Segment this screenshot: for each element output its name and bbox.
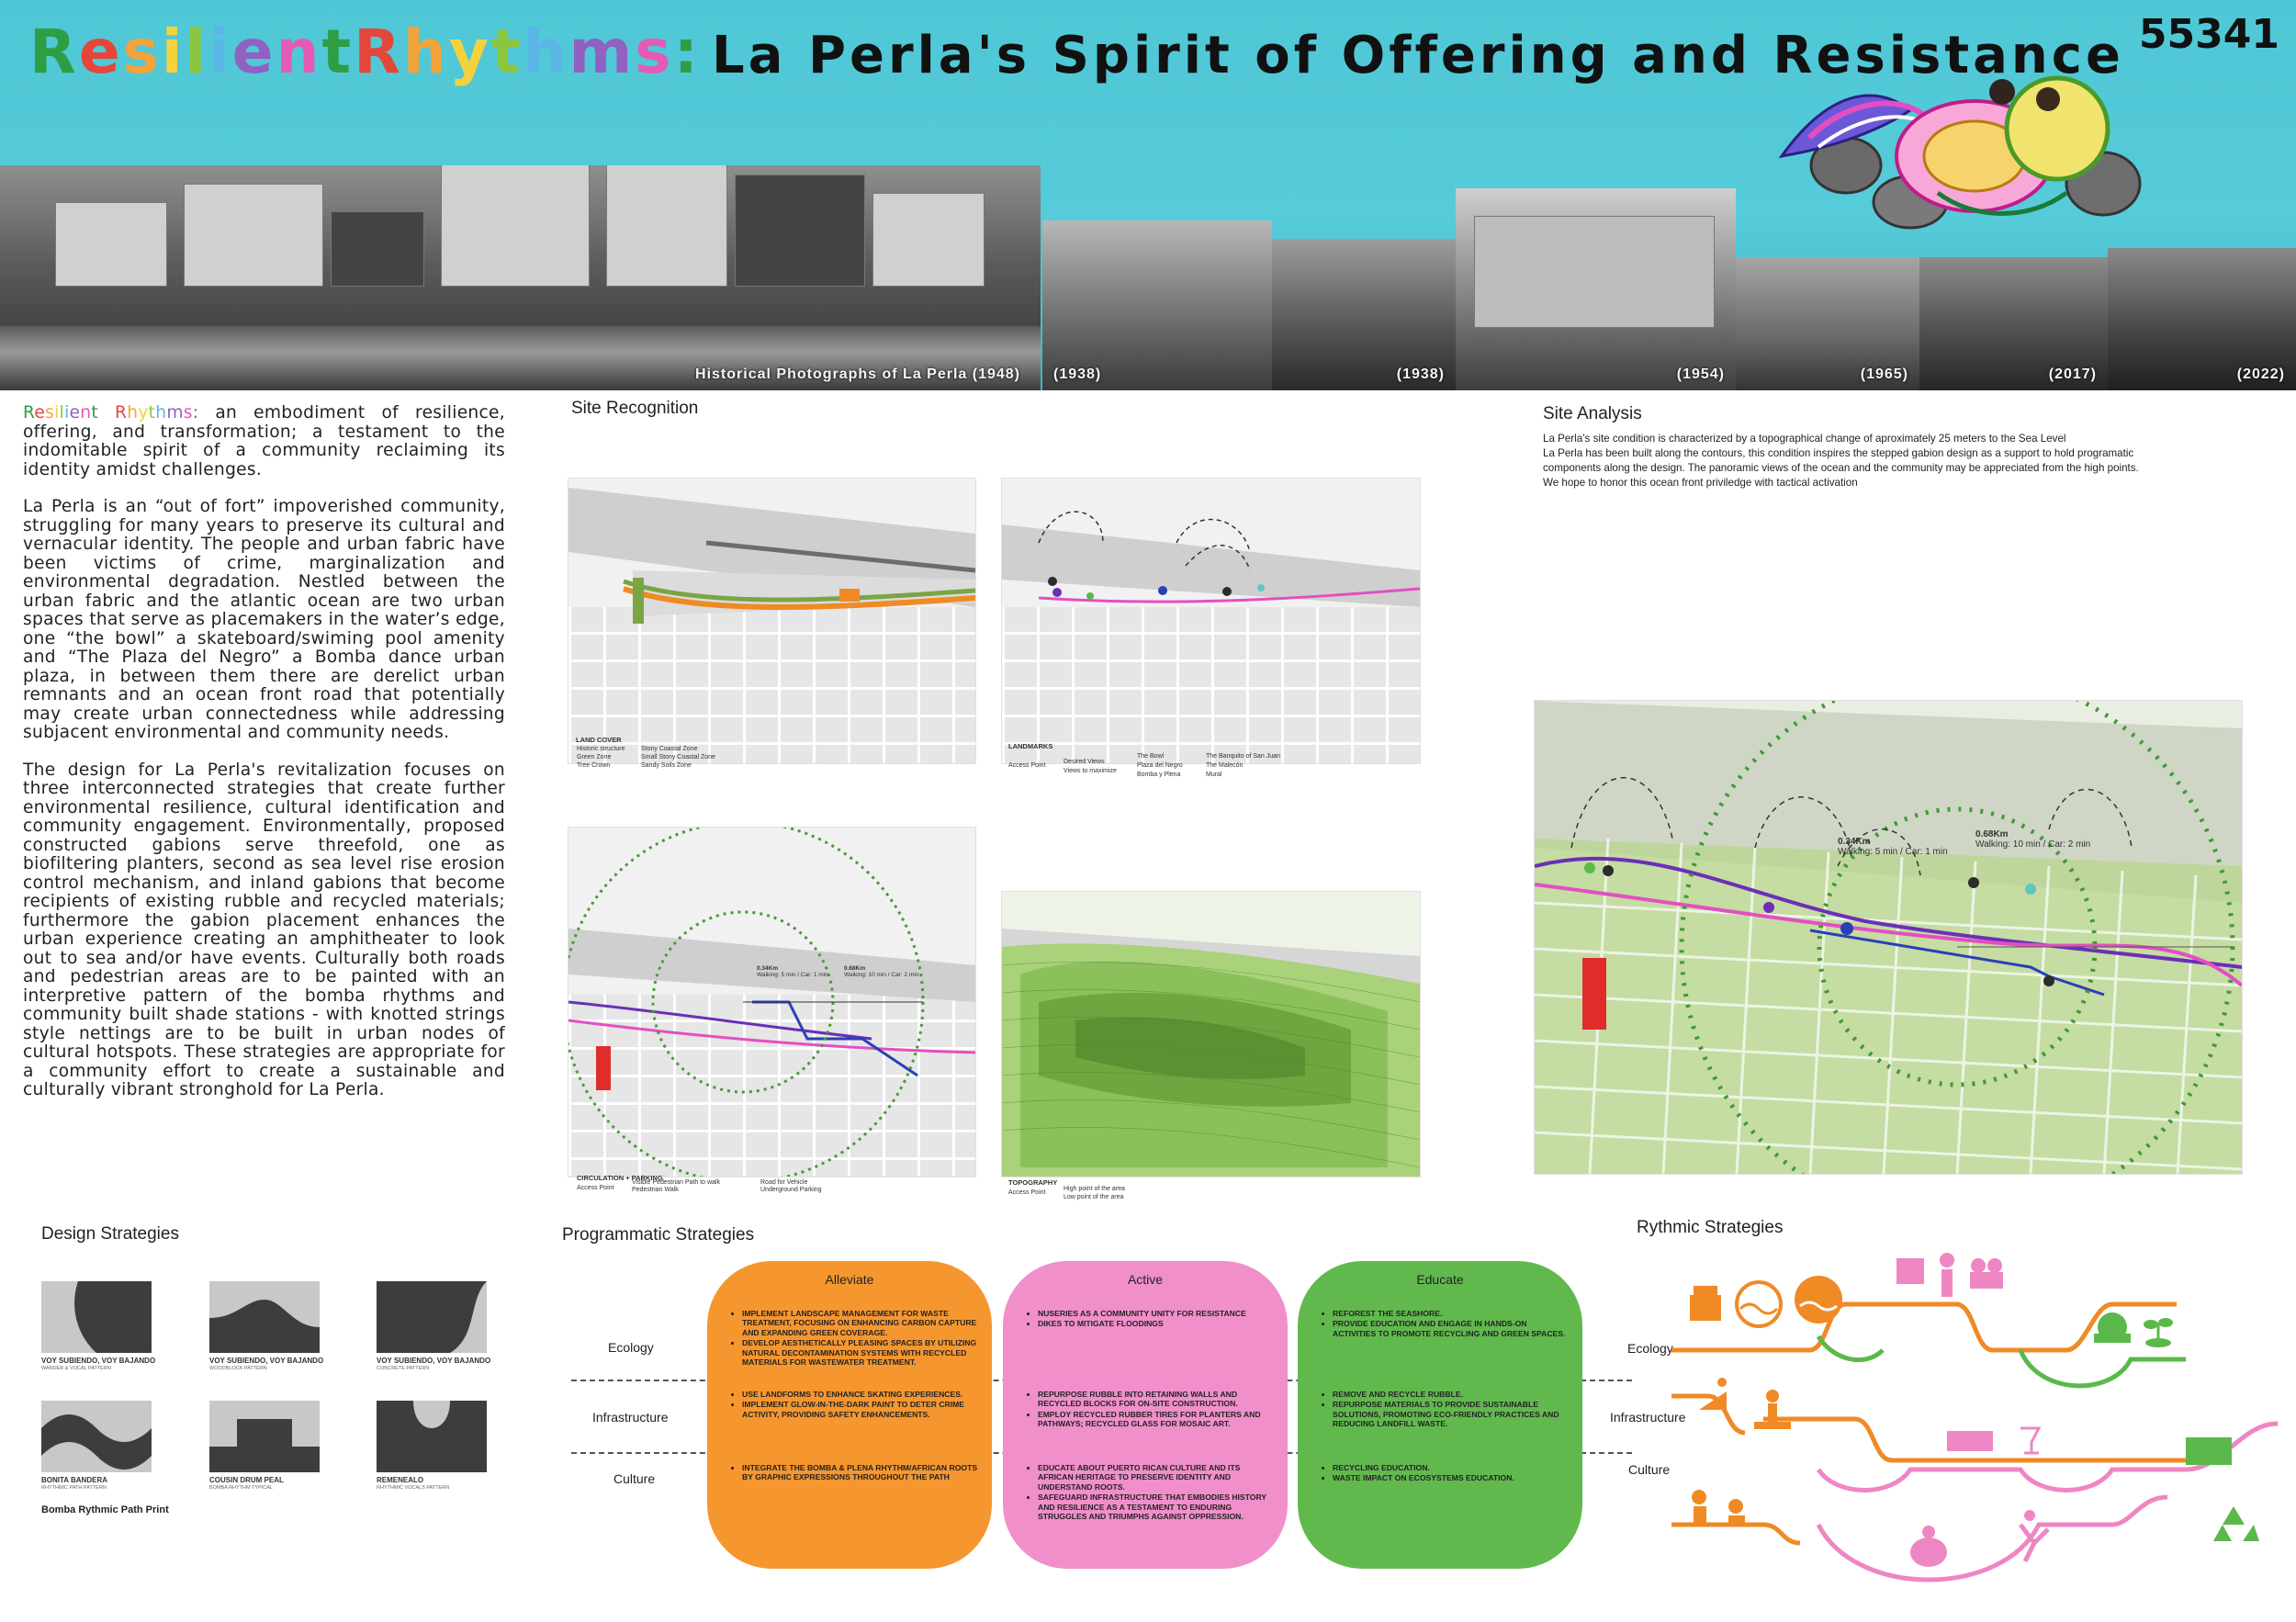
design-pattern-sublabel: WANDER & VOCAL PATTERN	[41, 1366, 111, 1371]
design-pattern-sublabel: RHYTHMIC PATH PATTERN	[41, 1485, 107, 1491]
design-pattern-label: VOY SUBIENDO, VOY BAJANDO	[377, 1357, 491, 1365]
strategy-list-culture	[1318, 1463, 1571, 1484]
photo-caption-main: Historical Photographs of La Perla (1948)	[695, 366, 1020, 382]
rhythmic-row-ecology: Ecology	[1627, 1341, 1673, 1356]
strategy-pill-educate	[1298, 1261, 1582, 1569]
site-recognition-title: Site Recognition	[571, 399, 699, 418]
design-strategies-title: Design Strategies	[41, 1224, 179, 1244]
sprout-icon	[2144, 1318, 2173, 1347]
walker-icon	[1754, 1390, 1791, 1429]
design-pattern-tile	[209, 1281, 320, 1353]
intro-lead-rainbow: Resilient Rhythms:	[23, 403, 199, 422]
strategy-item: • DEVELOP AESTHETICALLY PLEASING SPACES BY UTILIZING NATURAL DECONTAMINATION SYSTEMS WITH RECYCLED MATERIALS FOR WASTEWATER TREATMENT.	[742, 1338, 981, 1367]
strategy-item: • PROVIDE EDUCATION AND ENGAGE IN HANDS-ON ACTIVITIES TO PROMOTE RECYCLING AND GREEN SPACES.	[1333, 1319, 1571, 1338]
prog-row-label: Infrastructure	[592, 1410, 669, 1425]
map-land-cover	[568, 478, 976, 764]
historical-photo-1965	[1736, 257, 1919, 390]
prog-row-label: Ecology	[608, 1340, 654, 1355]
strategy-item: • EDUCATE ABOUT PUERTO RICAN CULTURE AND ITS AFRICAN HERITAGE TO PRESERVE IDENTITY AND UNDERSTAND ROOTS.	[1038, 1463, 1277, 1492]
tree-canopy-icon	[2094, 1312, 2131, 1343]
design-strategies-caption: Bomba Rythmic Path Print	[41, 1504, 169, 1515]
strategy-item: • REMOVE AND RECYCLE RUBBLE.	[1333, 1390, 1571, 1399]
strategy-item: • EMPLOY RECYCLED RUBBER TIRES FOR PLANTERS AND PATHWAYS; RECYCLED GLASS FOR MOSAIC ART.	[1038, 1410, 1277, 1429]
strategy-item: • WASTE IMPACT ON ECOSYSTEMS EDUCATION.	[1333, 1473, 1571, 1482]
strategy-item: • IMPLEMENT GLOW-IN-THE-DARK PAINT TO DETER CRIME ACTIVITY, PROVIDING SAFETY ENHANCEMENTS.	[742, 1400, 981, 1419]
building-icon	[1690, 1286, 1721, 1321]
strategy-item: • REPURPOSE MATERIALS TO PROVIDE SUSTAINABLE SOLUTIONS, PROMOTING ECO-FRIENDLY PRACTICES AND REDUCING LANDFILL WASTE.	[1333, 1400, 1571, 1428]
design-pattern-label: VOY SUBIENDO, VOY BAJANDO	[209, 1357, 324, 1365]
person-bench-icon	[1896, 1253, 1954, 1297]
design-pattern-label: REMENEALO	[377, 1476, 424, 1484]
design-pattern-label: VOY SUBIENDO, VOY BAJANDO	[41, 1357, 156, 1365]
sea-wave-icon	[1737, 1282, 1781, 1326]
circ-ring1-label: 0.34Km Walking: 5 min / Car: 1 min	[757, 965, 828, 978]
historical-photo-1938-b	[1272, 239, 1456, 390]
design-pattern-sublabel: BOMBA RHYTHM TYPICAL	[209, 1485, 273, 1491]
historical-photo-1938-a	[1042, 220, 1272, 390]
sun-sea-icon	[1795, 1276, 1842, 1324]
photo-caption-1938b: (1938)	[1396, 366, 1445, 382]
design-pattern-sublabel: CONCRETE PATTERN	[377, 1366, 430, 1371]
drummers-icon	[1692, 1490, 1745, 1526]
design-pattern-label: COUSIN DRUM PEAL	[209, 1476, 284, 1484]
strategy-item: • USE LANDFORMS TO ENHANCE SKATING EXPERIENCES.	[742, 1390, 981, 1399]
legend-landmarks: LANDMARKS Access Point Desired Views Views to maximize The Bowl Plaza del Negro Bomba y Plena The Banquito of San Juan The Malecón Mural	[1008, 742, 1280, 778]
intro-paragraph-2: La Perla is an “out of fort” impoverished community, struggling for many years to preserve its cultural and vernacular identity. The people and urban fabric have been victims of crime, marginalization and environmental degradation. Nestled between the urban fabric and the atlantic ocean are two urban spaces that serve as placemakers in the water’s edge, one “the bowl” a skateboard/swiming pool amenity and “The Plaza del Negro” a Bomba dance urban plaza, in between them there are derelict urban remnants and an ocean front road that potentially may create urban connectedness while addressing subjacent environmental and community needs.	[23, 497, 505, 742]
photo-caption-1954: (1954)	[1676, 366, 1725, 382]
strategy-heading: Educate	[1416, 1272, 1464, 1287]
strategy-item: • REPURPOSE RUBBLE INTO RETAINING WALLS AND RECYCLED BLOCKS FOR ON-SITE CONSTRUCTION.	[1038, 1390, 1277, 1409]
rhythmic-row-infrastructure: Infrastructure	[1610, 1410, 1686, 1425]
title-subtitle: La Perla's Spirit of Offering and Resistance	[712, 26, 2124, 85]
legend-circulation: CIRCULATION + PARKING Access Point Visible Pedestrian Path to walk Pedestrian Walk Road for Vehicle Underground Parking	[577, 1174, 822, 1193]
design-pattern-tile	[209, 1401, 320, 1472]
intro-paragraph-1	[23, 404, 505, 479]
historical-photo-1954	[1456, 188, 1736, 390]
legend-land-cover: LAND COVER	[576, 736, 622, 744]
intro-text	[23, 404, 505, 1119]
design-pattern-tile	[41, 1401, 152, 1472]
strategy-list-culture	[727, 1463, 981, 1483]
design-pattern-sublabel: RHYTHMIC VOCALS PATTERN	[377, 1485, 450, 1491]
design-pattern-tile	[41, 1281, 152, 1353]
recycle-icon	[2213, 1506, 2259, 1541]
rhythmic-title: Rythmic Strategies	[1637, 1218, 1784, 1237]
photo-2017	[1919, 257, 2108, 390]
strategy-pill-alleviate	[707, 1261, 992, 1569]
circ-ring2-label: 0.68Km Walking: 10 min / Car: 2 min	[844, 965, 919, 978]
strategy-item: • RECYCLING EDUCATION.	[1333, 1463, 1571, 1472]
title-rainbow: ResilientRhythms:	[29, 17, 701, 87]
design-pattern-sublabel: WOODBLOCK PATTERN	[209, 1366, 267, 1371]
map-topography	[1001, 891, 1421, 1177]
strategy-item: • INTEGRATE THE BOMBA & PLENA RHYTHM/AFRICAN ROOTS BY GRAPHIC EXPRESSIONS THROUGHOUT THE PATH	[742, 1463, 981, 1482]
programmatic-title: Programmatic Strategies	[562, 1225, 755, 1245]
strategy-list-infrastructure	[727, 1390, 981, 1420]
prog-row-label: Culture	[613, 1471, 656, 1486]
site-analysis-text: La Perla’s site condition is characterized by a topographical change of aproximately 25 meters to the Sea Level La Perla has been built along the contours, this condition inspires the stepped gabion design as a support to hold programatic components along the design. The panoramic views of the ocean and the community may be appreciated from the high points. We hope to honor this ocean front priviledge with tactical activation	[1543, 433, 2139, 489]
strategy-pill-active	[1003, 1261, 1288, 1569]
intro-p1-rest: an embodiment of resilience, offering, and transformation; a testament to the indomitable spirit of a community reclaiming its identity amidst challenges.	[23, 403, 505, 479]
analysis-ring2-label: 0.68Km Walking: 10 min / Car: 2 min	[1975, 829, 2091, 850]
rhythmic-row-culture: Culture	[1628, 1462, 1671, 1477]
strategy-item: • DIKES TO MITIGATE FLOODINGS	[1038, 1319, 1277, 1328]
strategy-list-ecology	[1318, 1309, 1571, 1339]
photo-2022	[2108, 248, 2296, 390]
intro-paragraph-3: The design for La Perla's revitalization focuses on three interconnected strategies that create further environmental resilience, cultural identification and community engagement. Environmentally, proposed constructed gabions serve threefold, one as biofiltering planters, second as sea level rise erosion control mechanism, and inland gabions that become recipients of existing rubble and recycled materials; furthermore the gabion placement enhances the urban experience creating an amphitheater to look out to sea and/or have events. Culturally both roads and pedestrian areas are to be painted with an interpretive pattern of the bomba rhythms and community built shade stations - with knotted strings style nettings are to be built in urban nodes of cultural hotspots. These strategies are appropriate for a community effort to create a sustainable and culturally vibrant stronghold for La Perla.	[23, 760, 505, 1099]
historical-photo-main	[0, 165, 1041, 390]
poster-id: 55341	[2138, 11, 2279, 58]
rhythmic-diagram	[1671, 1249, 2278, 1598]
map-circulation	[568, 827, 976, 1177]
photo-caption-2022: (2022)	[2236, 366, 2285, 382]
analysis-ring1-label: 0.34Km Walking: 5 min / Car: 1 min	[1838, 837, 1948, 857]
strategy-list-culture	[1023, 1463, 1277, 1522]
site-analysis-title: Site Analysis	[1543, 404, 1642, 423]
design-pattern-tile	[377, 1281, 487, 1353]
strategy-item: • SAFEGUARD INFRASTRUCTURE THAT EMBODIES HISTORY AND RESILIENCE AS A TESTAMENT TO ENDURING STRUGGLES AND TRIUMPHS AGAINST OPPRESSION.	[1038, 1492, 1277, 1521]
photo-caption-2017: (2017)	[2048, 366, 2097, 382]
bricks-icon	[1947, 1431, 1993, 1451]
wine-glass-icon	[2020, 1428, 2039, 1453]
dancer-icon	[1910, 1526, 1947, 1567]
strategy-item: • NUSERIES AS A COMMUNITY UNITY FOR RESISTANCE	[1038, 1309, 1277, 1318]
strategy-list-ecology	[727, 1309, 981, 1368]
header-banner	[0, 0, 2296, 390]
photo-caption-1938a: (1938)	[1053, 366, 1102, 382]
strategy-item: • REFOREST THE SEASHORE.	[1333, 1309, 1571, 1318]
strategy-list-infrastructure	[1023, 1390, 1277, 1430]
strategy-heading: Alleviate	[825, 1272, 874, 1287]
strategy-item: • IMPLEMENT LANDSCAPE MANAGEMENT FOR WASTE TREATMENT, FOCUSING ON ENHANCING CARBON CAPTURE AND EXPANDING GREEN COVERAGE.	[742, 1309, 981, 1337]
strategy-list-ecology	[1023, 1309, 1277, 1330]
photo-caption-1965: (1965)	[1860, 366, 1908, 382]
design-pattern-tile	[377, 1401, 487, 1472]
poster-title	[29, 17, 2124, 87]
strategy-list-infrastructure	[1318, 1390, 1571, 1430]
design-pattern-label: BONITA BANDERA	[41, 1476, 107, 1484]
strategy-heading: Active	[1127, 1272, 1164, 1287]
map-landmarks	[1001, 478, 1421, 778]
bench-icon	[2186, 1437, 2232, 1465]
plant-box-icon	[1970, 1258, 2003, 1289]
map-site-analysis	[1534, 700, 2243, 1175]
legend-topography: TOPOGRAPHY Access Point High point of the area Low point of the area	[1008, 1178, 1125, 1200]
